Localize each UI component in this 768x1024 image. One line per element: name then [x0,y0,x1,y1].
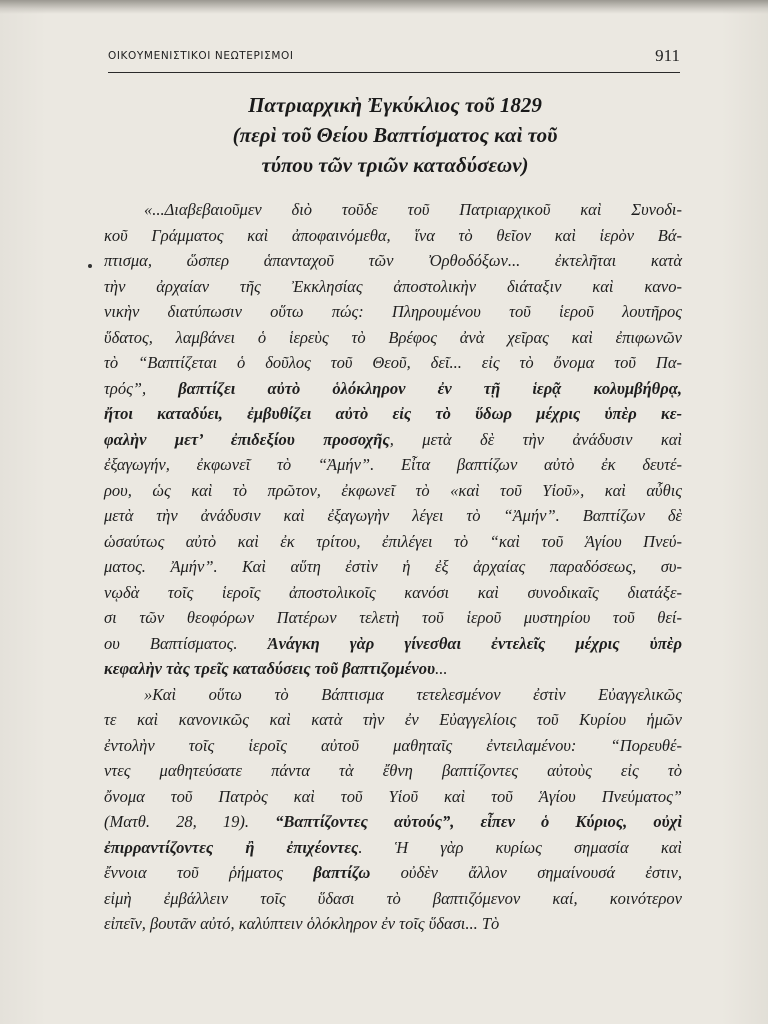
text-line [104,478,682,504]
text-line [104,248,682,274]
text-line [104,299,682,325]
text-line [104,682,682,708]
text-line [104,554,682,580]
text-line [104,401,682,427]
text-line [104,631,682,657]
text-run: πτισμα, ὥσπερ ἁπανταχοῦ τῶν Ὀρθοδόξων... ἐκτελῆται κατὰ [104,251,682,270]
scan-speck [88,264,92,268]
text-run: «...Διαβεβαιοῦμεν διὸ τοῦδε τοῦ Πατριαρχικοῦ καὶ Συνοδι- [144,200,682,219]
text-run: νῳδὰ τοῖς ἱεροῖς ἀποστολικοῖς κανόσι καὶ συνοδικαῖς διατάξε- [104,582,682,602]
emphasis-run: βαπτίζει αὐτὸ ὁλόκληρον ἐν τῇ ἱερᾷ κολυμβήθρᾳ, [178,378,682,398]
text-run: εἰπεῖν, βουτᾶν αὐτό, καλύπτειν ὁλόκληρον ἐν τοῖς ὕδασι... Τὸ [104,914,500,933]
text-run: »Καὶ οὕτω τὸ Βάπτισμα τετελεσμένον ἐστὶν Εὐαγγελικῶς [144,684,682,704]
text-line [104,350,682,376]
text-run: νικὴν διατύπωσιν οὕτω πώς: Πληρουμένου τοῦ ἱεροῦ λουτῆρος [104,302,682,321]
emphasis-run: κεφαλὴν τὰς τρεῖς καταδύσεις τοῦ βαπτιζομένου [104,659,436,678]
emphasis-run: Ἀνάγκη γὰρ γίνεσθαι ἐντελεῖς μέχρις ὑπὲρ [267,633,683,653]
running-head [108,46,680,73]
text-line [104,656,682,682]
text-run: εἰμὴ ἐμβάλλειν τοῖς ὕδασι τὸ βαπτιζόμενον καί, κοινότερον [104,888,682,908]
text-line [104,452,682,478]
text-run: τρός”, [104,378,179,398]
running-head-title: ΟΙΚΟΥΜΕΝΙΣΤΙΚΟΙ ΝΕΩΤΕΡΙΣΜΟΙ [108,50,294,62]
text-run: ρου, ὡς καὶ τὸ πρῶτον, ἐκφωνεῖ τὸ «καὶ τοῦ Υἱοῦ», καὶ αὖθις [104,480,682,500]
text-run: σι τῶν θεοφόρων Πατέρων τελετὴ τοῦ ἱεροῦ μυστηρίου τοῦ θεί- [104,608,682,627]
text-run: ματος. Ἀμήν”. Καὶ αὕτη ἐστὶν ἡ ἐξ ἀρχαίας παραδόσεως, συ- [104,557,682,576]
text-line [104,860,682,886]
text-run: τὸ “Βαπτίζεται ὁ δοῦλος τοῦ Θεοῦ, δεῖ... εἰς τὸ ὄνομα τοῦ Πα- [104,353,682,372]
text-line [104,503,682,529]
emphasis-run: βαπτίζω [313,863,371,882]
text-line [104,376,682,402]
text-line [104,427,682,453]
text-run: ἐξαγωγήν, ἐκφωνεῖ τὸ “Ἀμήν”. Εἶτα βαπτίζων αὐτὸ ἐκ δευτέ- [104,455,682,474]
page-number: 911 [655,46,680,65]
body-text [104,197,682,937]
text-run: (Ματθ. 28, 19). [104,812,276,831]
emphasis-run: ἐπιρραντίζοντες ἢ ἐπιχέοντες [104,837,359,857]
text-line [104,580,682,606]
text-run: ὡσαύτως αὐτὸ καὶ ἐκ τρίτου, ἐπιλέγει τὸ “καὶ τοῦ Ἁγίου Πνεύ- [104,531,682,551]
emphasis-run: φαλὴν μετ’ ἐπιδεξίου προσοχῆς [104,429,390,449]
text-line [104,223,682,249]
text-line [104,886,682,912]
text-run: ὄνομα τοῦ Πατρὸς καὶ τοῦ Υἱοῦ καὶ τοῦ Ἁγίου Πνεύματος” [104,786,682,806]
text-line [104,197,682,223]
text-run: ντες μαθητεύσατε πάντα τὰ ἔθνη βαπτίζοντες αὐτοὺς εἰς τὸ [104,761,682,780]
text-line [104,274,682,300]
text-run: ὕδατος, λαμβάνει ὁ ἱερεὺς τὸ Βρέφος ἀνὰ χεῖρας καὶ ἐπιφωνῶν [104,327,682,347]
text-run: ... [435,659,448,678]
scan-edge-shadow [0,0,768,14]
heading-line-1: Πατριαρχικὴ Ἐγκύκλιος τοῦ 1829 [248,93,542,117]
heading-line-3: τύπου τῶν τριῶν καταδύσεων) [261,153,529,177]
text-run: κοῦ Γράμματος καὶ ἀποφαινόμεθα, ἵνα τὸ θεῖον καὶ ἱερὸν Βά- [104,225,682,245]
text-line [104,809,682,835]
emphasis-run: ἤτοι καταδύει, ἐμβυθίζει αὐτὸ εἰς τὸ ὕδωρ μέχρις ὑπὲρ κε- [104,404,682,423]
emphasis-run: “Βαπτίζοντες αὐτούς”, εἶπεν ὁ Κύριος, οὐχὶ [275,812,683,831]
text-line [104,707,682,733]
text-line [104,529,682,555]
text-line [104,733,682,759]
text-line [104,605,682,631]
text-line [104,911,682,937]
text-run: . Ἡ γὰρ κυρίως σημασία καὶ [358,837,682,857]
text-run: τε καὶ κανονικῶς καὶ κατὰ τὴν ἐν Εὐαγγελίοις τοῦ Κυρίου ἡμῶν [104,710,682,729]
section-heading [150,90,640,180]
text-run: , μετὰ δὲ τὴν ἀνάδυσιν καὶ [389,429,682,449]
text-line [104,835,682,861]
text-line [104,784,682,810]
text-run: οὐδὲν ἄλλον σημαίνουσά ἐστιν, [370,863,682,882]
text-run: ἔννοια τοῦ ῥήματος [104,863,314,882]
heading-line-2: (περὶ τοῦ Θείου Βαπτίσματος καὶ τοῦ [232,123,558,147]
text-line [104,325,682,351]
text-run: τὴν ἀρχαίαν τῆς Ἐκκλησίας ἀποστολικὴν διάταξιν καὶ κανο- [104,276,682,296]
text-run: ου Βαπτίσματος. [104,633,268,653]
text-line [104,758,682,784]
text-run: ἐντολὴν τοῖς ἱεροῖς αὐτοῦ μαθηταῖς ἐντειλαμένου: “Πορευθέ- [104,735,682,755]
text-run: μετὰ τὴν ἀνάδυσιν καὶ ἐξαγωγὴν λέγει τὸ “Ἀμήν”. Βαπτίζων δὲ [104,506,682,525]
